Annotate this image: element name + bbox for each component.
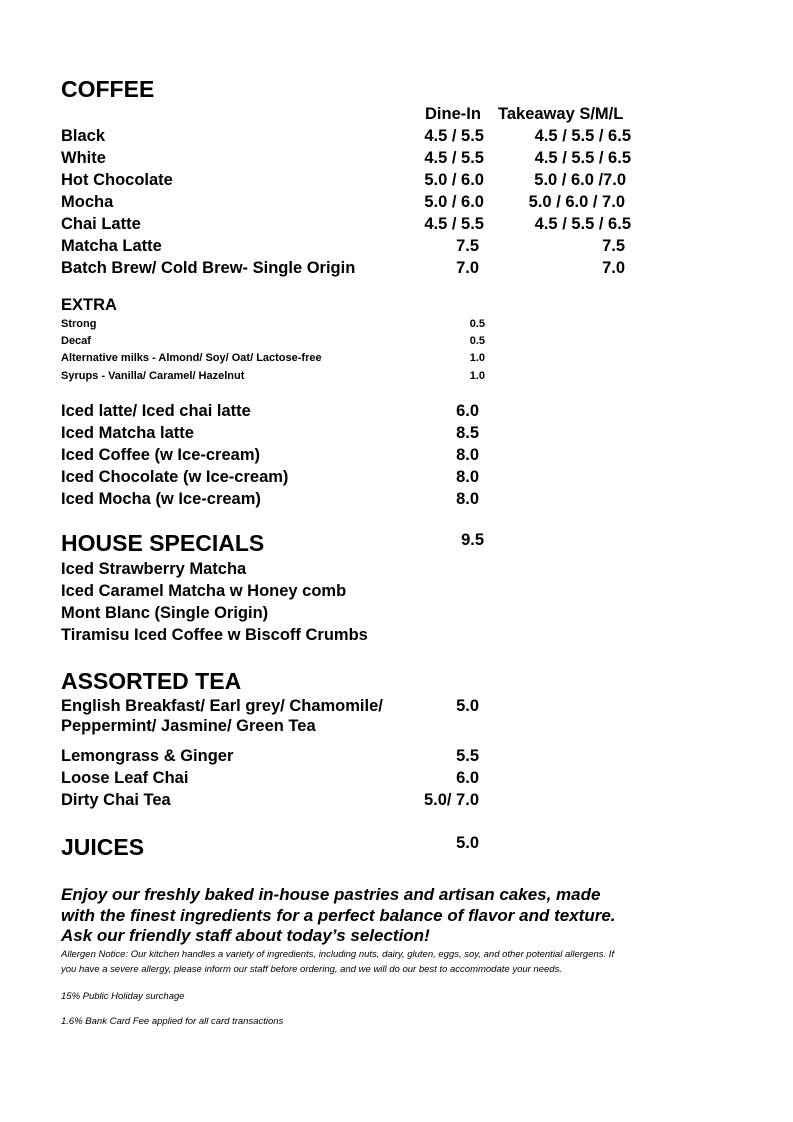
iced-item-price: 8.0 — [456, 468, 479, 486]
promo-text — [61, 885, 761, 947]
promo-line: Enjoy our freshly baked in-house pastries and artisan cakes, made — [61, 885, 601, 904]
tea-item-name: English Breakfast/ Earl grey/ Chamomile/ — [61, 697, 383, 715]
coffee-item-dine-in: 5.0 / 6.0 — [424, 171, 484, 189]
coffee-item-name: White — [61, 149, 106, 167]
house-special-item: Iced Caramel Matcha w Honey comb — [61, 582, 347, 600]
juices-price: 5.0 — [456, 834, 479, 852]
coffee-item-dine-in: 4.5 / 5.5 — [424, 149, 484, 167]
tea-item-name: Lemongrass & Ginger — [61, 747, 234, 765]
promo-line: with the finest ingredients for a perfect balance of flavor and texture. — [61, 905, 616, 925]
coffee-item-name: Matcha Latte — [61, 237, 162, 255]
coffee-item-takeaway: 4.5 / 5.5 / 6.5 — [534, 127, 631, 145]
extra-item-price: 1.0 — [469, 370, 485, 382]
extra-item-price: 0.5 — [469, 335, 485, 347]
coffee-item-name: Batch Brew/ Cold Brew- Single Origin — [61, 259, 356, 277]
tea-item-name: Peppermint/ Jasmine/ Green Tea — [61, 717, 316, 735]
house-special-item: Mont Blanc (Single Origin) — [61, 604, 269, 622]
extra-item-name: Decaf — [61, 335, 91, 347]
coffee-item-takeaway: 4.5 / 5.5 / 6.5 — [534, 149, 631, 167]
coffee-item-dine-in: 7.0 — [456, 259, 479, 277]
coffee-item-name: Hot Chocolate — [61, 171, 173, 189]
coffee-item-dine-in: 4.5 / 5.5 — [424, 215, 484, 233]
iced-item-name: Iced latte/ Iced chai latte — [61, 402, 251, 420]
iced-item-price: 8.0 — [456, 446, 479, 464]
tea-item-name: Dirty Chai Tea — [61, 791, 171, 809]
house-special-item: Iced Strawberry Matcha — [61, 560, 247, 578]
coffee-item-takeaway: 4.5 / 5.5 / 6.5 — [534, 215, 631, 233]
tea-title: ASSORTED TEA — [61, 668, 242, 694]
coffee-item-name: Chai Latte — [61, 215, 141, 233]
extra-item-name: Syrups - Vanilla/ Caramel/ Hazelnut — [61, 370, 245, 382]
coffee-item-name: Black — [61, 127, 106, 145]
juices-title: JUICES — [61, 834, 145, 860]
coffee-item-takeaway: 5.0 / 6.0 / 7.0 — [528, 193, 625, 211]
house-specials-price: 9.5 — [461, 531, 484, 549]
tea-item-price: 5.0/ 7.0 — [423, 791, 479, 809]
coffee-item-takeaway: 7.5 — [602, 237, 625, 255]
card-fee-note: 1.6% Bank Card Fee applied for all card transactions — [61, 1016, 284, 1027]
takeaway-header: Takeaway S/M/L — [498, 105, 624, 123]
extra-item-name: Strong — [61, 318, 97, 330]
coffee-item-takeaway: 5.0 / 6.0 /7.0 — [534, 171, 626, 189]
tea-item-name: Loose Leaf Chai — [61, 769, 189, 787]
tea-item-price: 5.0 — [456, 697, 479, 715]
coffee-item-dine-in: 5.0 / 6.0 — [424, 193, 484, 211]
iced-item-name: Iced Chocolate (w Ice-cream) — [61, 468, 289, 486]
iced-item-name: Iced Mocha (w Ice-cream) — [61, 490, 261, 508]
coffee-title: COFFEE — [61, 76, 155, 102]
promo-line: Ask our friendly staff about today’s selection! — [61, 926, 430, 945]
dine-in-header: Dine-In — [425, 105, 481, 123]
extra-item-price: 0.5 — [469, 318, 485, 330]
house-specials-title: HOUSE SPECIALS — [61, 530, 265, 556]
house-special-item: Tiramisu Iced Coffee w Biscoff Crumbs — [61, 626, 368, 644]
iced-item-name: Iced Matcha latte — [61, 424, 194, 442]
coffee-item-takeaway: 7.0 — [602, 259, 625, 277]
coffee-item-name: Mocha — [61, 193, 114, 211]
iced-item-name: Iced Coffee (w Ice-cream) — [61, 446, 260, 464]
iced-item-price: 8.5 — [456, 424, 479, 442]
iced-item-price: 8.0 — [456, 490, 479, 508]
tea-item-price: 5.5 — [456, 747, 479, 765]
allergen-notice: Allergen Notice: Our kitchen handles a variety of ingredients, including nuts, dairy, gluten, eggs, soy, and other potential allergens. If you have a severe allergy, please inform our staff before ordering, and we will do our best to accommodate your needs. — [61, 949, 615, 975]
coffee-item-dine-in: 7.5 — [456, 237, 479, 255]
tea-item-price: 6.0 — [456, 769, 479, 787]
extra-item-price: 1.0 — [469, 352, 485, 364]
coffee-item-dine-in: 4.5 / 5.5 — [424, 127, 484, 145]
extra-title: EXTRA — [61, 296, 117, 314]
extra-item-name: Alternative milks - Almond/ Soy/ Oat/ Lactose-free — [61, 352, 322, 364]
iced-item-price: 6.0 — [456, 402, 479, 420]
holiday-surcharge-note: 15% Public Holiday surchage — [61, 991, 185, 1002]
